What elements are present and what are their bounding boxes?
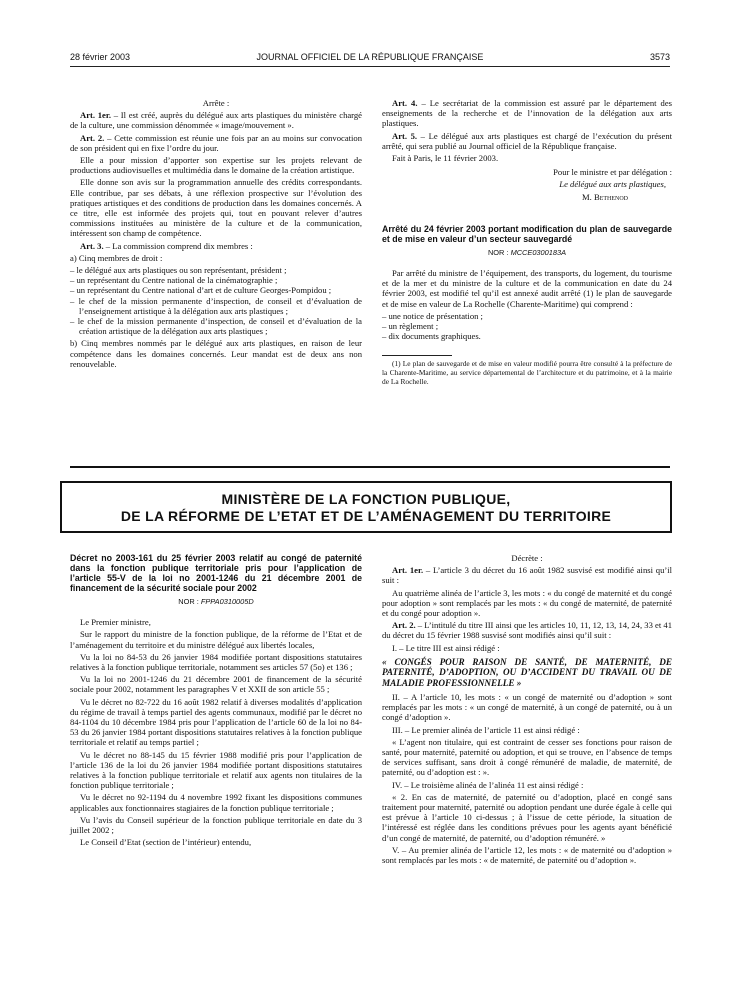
article-number: Art. 1er. xyxy=(80,110,112,121)
plan-documents-list xyxy=(382,311,672,342)
paragraph-text: Décrète : xyxy=(511,553,543,563)
paragraph-text: – L’intitulé du titre III ainsi que les articles 10, 11, 12, 13, 14, 24, 33 et 41 du décret du 15 février 1988 susvisé sont modifiés ainsi qu’il suit : xyxy=(382,620,672,641)
header-page-number: 3573 xyxy=(649,52,670,62)
decree-left-column xyxy=(70,553,362,849)
list-item: – le chef de la mission permanente d’inspection, de conseil et d’évaluation de la création artistique de la délégation aux arts plastiques ; xyxy=(70,316,362,337)
paragraph: Sur le rapport du ministre de la fonction publique, de la réforme de l’Etat et de l’aménagement du territoire et du ministre délégué aux libertés locales, xyxy=(70,629,362,650)
signature-title: Le délégué aux arts plastiques, xyxy=(559,179,666,190)
section-rule xyxy=(70,466,670,468)
members-list xyxy=(70,265,362,336)
paragraph xyxy=(382,780,672,790)
nor-reference xyxy=(70,597,362,607)
paragraph-text: II. – A l’article 10, les mots : « un congé de maternité ou d’adoption » sont remplacés par les mots : « un congé de maternité, à un congé de paternité, ou à un congé d’adoption ». xyxy=(382,692,672,723)
paragraph xyxy=(70,110,362,130)
paragraph: Vu le décret no 82-722 du 16 août 1982 relatif à diverses modalités d’application du régime de travail à temps partiel des agents communaux, modifié par le décret no 84-1104 du 10 décembre 1984 pris pour l’application de l’article 60 de la loi no 84-53 du 26 janvier 1984 portant dispositions statutaires relatives à la fonction publique territoriale et relatif au temps partiel ; xyxy=(70,696,362,748)
paragraph xyxy=(382,657,672,688)
paragraph-text: – Le délégué aux arts plastiques est chargé de l’exécution du présent arrêté, qui sera publié au Journal officiel de la République française. xyxy=(382,130,673,151)
arrete-title: Arrêté du 24 février 2003 portant modification du plan de sauvegarde et de mise en valeur d’un secteur sauvegardé xyxy=(382,223,672,244)
paragraph xyxy=(382,553,672,563)
signature-name: M. Bethenod xyxy=(582,191,628,202)
nor-label: NOR : xyxy=(178,597,201,606)
article-number: Art. 5. xyxy=(392,130,418,141)
header-date: 28 février 2003 xyxy=(70,52,131,62)
paragraph-text: – Cette commission est réunie une fois par an au moins sur convocation de son président qui en fixe l’ordre du jour. xyxy=(70,132,363,153)
paragraph xyxy=(382,692,672,723)
header-journal-title: JOURNAL OFFICIEL DE LA RÉPUBLIQUE FRANÇAISE xyxy=(256,52,484,62)
paragraph-text: – Le secrétariat de la commission est assuré par le département des enseignements de la recherche et de l’innovation de la délégation aux arts plastiques. xyxy=(382,98,672,129)
paragraph xyxy=(382,643,672,653)
decree-right-column xyxy=(382,553,672,867)
decree-title: Décret no 2003-161 du 25 février 2003 relatif au congé de paternité dans la fonction publique territoriale pris pour l’application de l’article 55-V de la loi no 2001-1246 du 21 décembre 2001 de financement de la sécurité sociale pour 2002 xyxy=(70,553,362,593)
paragraph xyxy=(382,565,672,585)
paragraph: b) Cinq membres nommés par le délégué aux arts plastiques, en raison de leur compétence dans les domaines concernés. Leur mandat est de deux ans non renouvelable. xyxy=(70,338,362,369)
list-item: – une notice de présentation ; xyxy=(382,310,483,321)
paragraph xyxy=(382,620,672,640)
article-number: Art. 3. xyxy=(80,240,104,251)
paragraph xyxy=(70,253,362,263)
article-number: Art. 4. xyxy=(392,98,418,108)
paragraph xyxy=(70,241,362,251)
nor-value: MCCE0300183A xyxy=(510,247,567,257)
ministry-banner xyxy=(60,481,672,533)
paragraph: Le Premier ministre, xyxy=(80,617,151,628)
list-item: – un représentant du Centre national d’art et de culture Georges-Pompidou ; xyxy=(70,285,332,296)
paragraph xyxy=(70,155,362,175)
paragraph-text: Fait à Paris, le 11 février 2003. xyxy=(392,153,499,164)
paragraph-text: Elle a pour mission d’apporter son expertise sur les projets relevant de productions audiovisuelles et multimédia dans le domaine de la création artistique. xyxy=(70,155,362,176)
list-item: – le délégué aux arts plastiques ou son représentant, président ; xyxy=(70,265,287,276)
list-item: – le chef de la mission permanente d’inspection, de conseil et d’évaluation de l’enseignement artistique à la délégation aux arts plastiques ; xyxy=(70,295,362,316)
paragraph-text: a) Cinq membres de droit : xyxy=(70,252,163,263)
paragraph-text: « L’agent non titulaire, qui est contraint de cesser ses fonctions pour raison de santé, pour maternité, paternité ou adoption, et qui se trouve, en l’absence de temps de services suffisant, sans droit à congé rémunéré de maladie, de maternité, de paternité, ou d’adoption est : ». xyxy=(382,736,672,778)
paragraph-text: – La commission comprend dix membres : xyxy=(103,240,253,251)
signature-line: Pour le ministre et par délégation : xyxy=(553,167,672,178)
paragraph xyxy=(70,98,362,108)
paragraph: Vu l’avis du Conseil supérieur de la fonction publique territoriale en date du 3 juillet 2002 ; xyxy=(70,814,362,836)
paragraph xyxy=(382,131,672,151)
paragraph: Le Conseil d’Etat (section de l’intérieur) entendu, xyxy=(80,837,252,848)
page-header xyxy=(70,52,670,66)
arrete-body: Par arrêté du ministre de l’équipement, des transports, du logement, du tourisme et de la mer et du ministre de la culture et de la communication en date du 24 février 2003, est modifié tel qu’il est annexé audit arrêté (1) le plan de sauvegarde et de mise en valeur de La Rochelle (Charente-Maritime) qui comprend : xyxy=(382,268,672,309)
paragraph: Vu le décret no 88-145 du 15 février 1988 modifié pris pour l’application de l’article 136 de la loi du 26 janvier 1984 modifiée portant dispositions statutaires relatives à la fonction publique territoriale et relatif aux agents non titulaires de la fonction publique territoriale ; xyxy=(70,749,362,791)
paragraph-text: – Il est créé, auprès du délégué aux arts plastiques du ministère chargé de la culture, une commission dénommée « image/mouvement ». xyxy=(70,110,362,131)
list-item: – dix documents graphiques. xyxy=(382,331,481,342)
article-number: Art. 2. xyxy=(392,620,416,631)
ministry-line-1: MINISTÈRE DE LA FONCTION PUBLIQUE, xyxy=(221,491,511,507)
article-number: Art. 1er. xyxy=(392,565,424,576)
nor-value: FPPA0310005D xyxy=(200,597,254,606)
paragraph-text: Au quatrième alinéa de l’article 3, les mots : « du congé de maternité et du congé pour adoption » sont remplacés par les mots : « du congé de maternité, de paternité et du congé pour adoption ». xyxy=(382,587,672,619)
footnote: (1) Le plan de sauvegarde et de mise en valeur modifié pourra être consulté à la préfecture de la Charente-Maritime, au service départemental de l’architecture et du patrimoine, et à la mairie de La Rochelle. xyxy=(382,359,672,386)
paragraph xyxy=(382,98,672,129)
ministry-line-2: DE LA RÉFORME DE L’ETAT ET DE L’AMÉNAGEMENT DU TERRITOIRE xyxy=(120,508,612,524)
nor-reference xyxy=(382,248,672,258)
paragraph-text: « CONGÉS POUR RAISON DE SANTÉ, DE MATERNITÉ, DE PATERNITÉ, D’ADOPTION, OU D’ACCIDENT DU TRAVAIL OU DE MALADIE PROFESSIONNELLE » xyxy=(382,656,672,688)
paragraph xyxy=(382,845,672,865)
paragraph: Vu la loi no 84-53 du 26 janvier 1984 modifiée portant dispositions statutaires relatives à la fonction publique territoriale, notamment ses articles 57 (5o) et 136 ; xyxy=(70,651,362,673)
paragraph-text: – L’article 3 du décret du 16 août 1982 susvisé est modifié ainsi qu’il suit : xyxy=(382,565,673,586)
paragraph xyxy=(382,153,672,163)
paragraph-text: V. – Au premier alinéa de l’article 12, les mots : « de maternité ou d’adoption » sont remplacés par les mots : « de maternité, de paternité ou d’adoption ». xyxy=(382,844,672,866)
paragraph: Vu la loi no 2001-1246 du 21 décembre 2001 de financement de la sécurité sociale pour 2002, notamment les paragraphes V et XXII de son article 55 ; xyxy=(70,674,362,695)
paragraph-text: Arrête : xyxy=(202,98,230,108)
paragraph: Vu le décret no 92-1194 du 4 novembre 1992 fixant les dispositions communes applicables aux fonctionnaires stagiaires de la fonction publique territoriale ; xyxy=(70,792,362,813)
paragraph xyxy=(382,725,672,735)
paragraph-text: « 2. En cas de maternité, de paternité ou d’adoption, placé en congé sans traitement pour maternité, paternité ou adoption pendant une durée égale à celle qui est prévue à l’article 10 ci-dessus ; à l’issue de cette période, la situation de l’intéressé est réglée dans les conditions prévues pour les agents ayant bénéficié d’un congé de maternité, de paternité, ou d’adoption rémunéré. » xyxy=(382,791,672,843)
list-item: – un représentant du Centre national de la cinématographie ; xyxy=(70,275,278,286)
paragraph-text: III. – Le premier alinéa de l’article 11 est ainsi rédigé : xyxy=(392,724,580,735)
paragraph xyxy=(70,133,362,153)
paragraph xyxy=(382,588,672,619)
paragraph-text: Elle donne son avis sur la programmation annuelle des crédits correspondants. Elle contribue, par ses débats, à une réflexion prospective sur l’évolution des pratiques artistiques et des conditions de production dans les domaines concernés. A ce titre, elle est informée des projets qui, tout en pouvant relever d’autres commissions instituées au ministère de la culture et de la communication, intéressent son champ de compétence. xyxy=(70,177,362,239)
nor-label: NOR : xyxy=(487,247,511,257)
paragraph xyxy=(382,737,672,778)
article-number: Art. 2. xyxy=(80,132,105,143)
header-rule xyxy=(70,66,670,67)
paragraph-text: I. – Le titre III est ainsi rédigé : xyxy=(392,642,500,653)
footnote-rule xyxy=(382,355,452,356)
paragraph xyxy=(70,177,362,238)
top-left-column xyxy=(70,98,362,371)
paragraph xyxy=(382,792,672,843)
paragraph-text: IV. – Le troisième alinéa de l’alinéa 11 est ainsi rédigé : xyxy=(392,779,584,790)
top-right-column xyxy=(382,98,672,386)
list-item: – un règlement ; xyxy=(382,321,439,332)
